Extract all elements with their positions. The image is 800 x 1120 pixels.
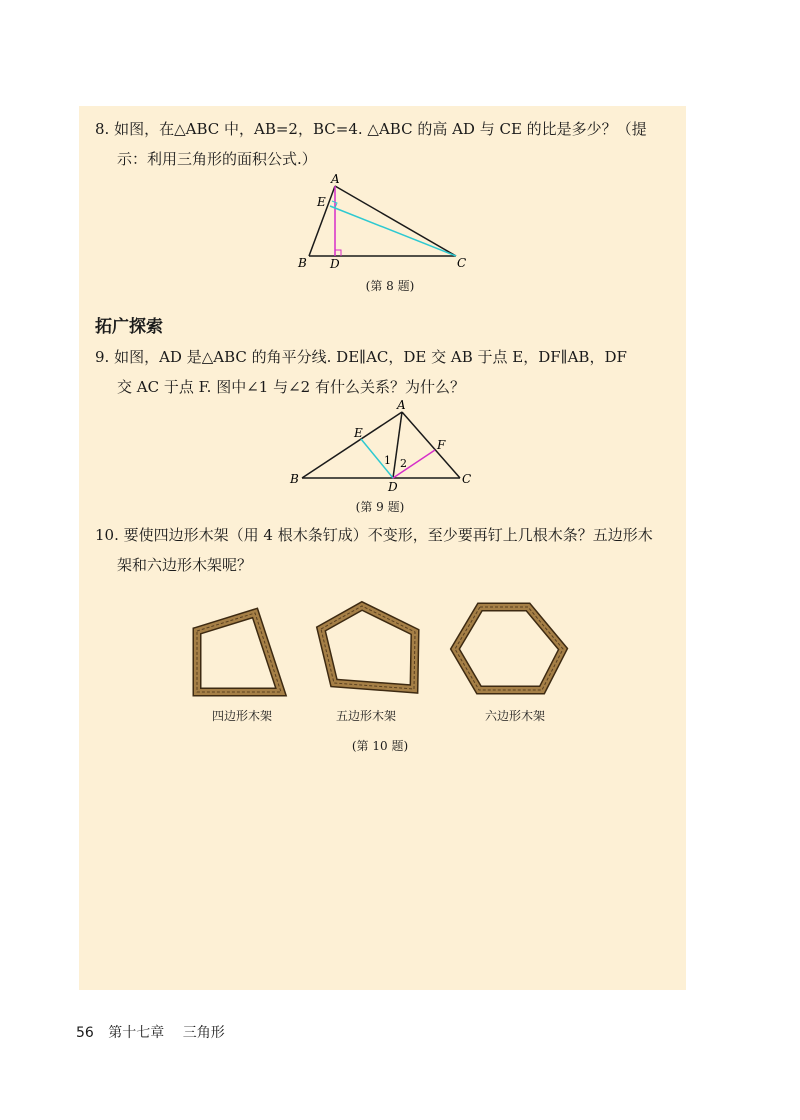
label-b: B (290, 472, 299, 486)
problem-10-caption: (第 10 题) (351, 739, 409, 753)
problem-9-figure (285, 395, 485, 495)
problem-8-text-1: 如图，在△ABC 中，AB=2，BC=4. △ABC 的高 AD 与 CE 的比是多少？（提 (114, 120, 647, 138)
label-1: 1 (384, 454, 391, 467)
quadrilateral-frame (188, 603, 293, 703)
frame-label-quadrilateral: 四边形木架 (211, 709, 272, 723)
section-title: 拓广探索 (95, 317, 163, 337)
label-e: E (354, 426, 363, 440)
label-e: E (317, 195, 326, 209)
label-c: C (462, 472, 472, 486)
side-ac (402, 412, 460, 478)
problem-10-text-1: 要使四边形木架（用 4 根木条钉成）不变形，至少要再钉上几根木条？五边形木 (123, 526, 653, 544)
side-ab (302, 412, 402, 478)
problem-8-figure (290, 170, 490, 270)
problem-8-line-1 (95, 114, 647, 145)
problem-9-number: 9. (95, 348, 110, 366)
problem-10-line-1 (95, 520, 653, 551)
problem-8-number: 8. (95, 120, 110, 138)
side-ac (335, 186, 456, 256)
altitude-ce (330, 206, 456, 256)
hexagon-frame (447, 600, 572, 700)
pentagon-frame (310, 598, 425, 698)
label-d: D (330, 257, 340, 271)
label-2: 2 (400, 457, 407, 470)
problem-9-text-1: 如图，AD 是△ABC 的角平分线. DE∥AC，DE 交 AB 于点 E，DF∥AB，DF (114, 348, 627, 366)
label-b: B (298, 256, 307, 270)
label-c: C (457, 256, 467, 270)
problem-10-number: 10. (95, 526, 119, 544)
chapter-label: 第十七章 (108, 1025, 165, 1041)
chapter-title: 三角形 (182, 1025, 225, 1041)
problem-10-line-2: 架和六边形木架呢？ (117, 556, 253, 574)
problem-8-caption: (第 8 题) (365, 279, 415, 293)
page-number: 56 (76, 1025, 94, 1041)
page-footer (76, 1022, 225, 1042)
label-a: A (397, 398, 406, 412)
problem-9-caption: (第 9 题) (355, 500, 405, 514)
problem-8-line-2: 示：利用三角形的面积公式.） (117, 150, 317, 168)
frame-label-hexagon: 六边形木架 (484, 709, 545, 723)
frame-label-pentagon: 五边形木架 (335, 709, 396, 723)
label-d: D (388, 480, 398, 494)
label-f: F (437, 438, 446, 452)
problem-9-line-1 (95, 342, 627, 373)
label-a: A (331, 172, 340, 186)
problem-9-line-2: 交 AC 于点 F. 图中∠1 与∠2 有什么关系？为什么？ (117, 378, 465, 396)
right-angle-d (335, 250, 341, 256)
